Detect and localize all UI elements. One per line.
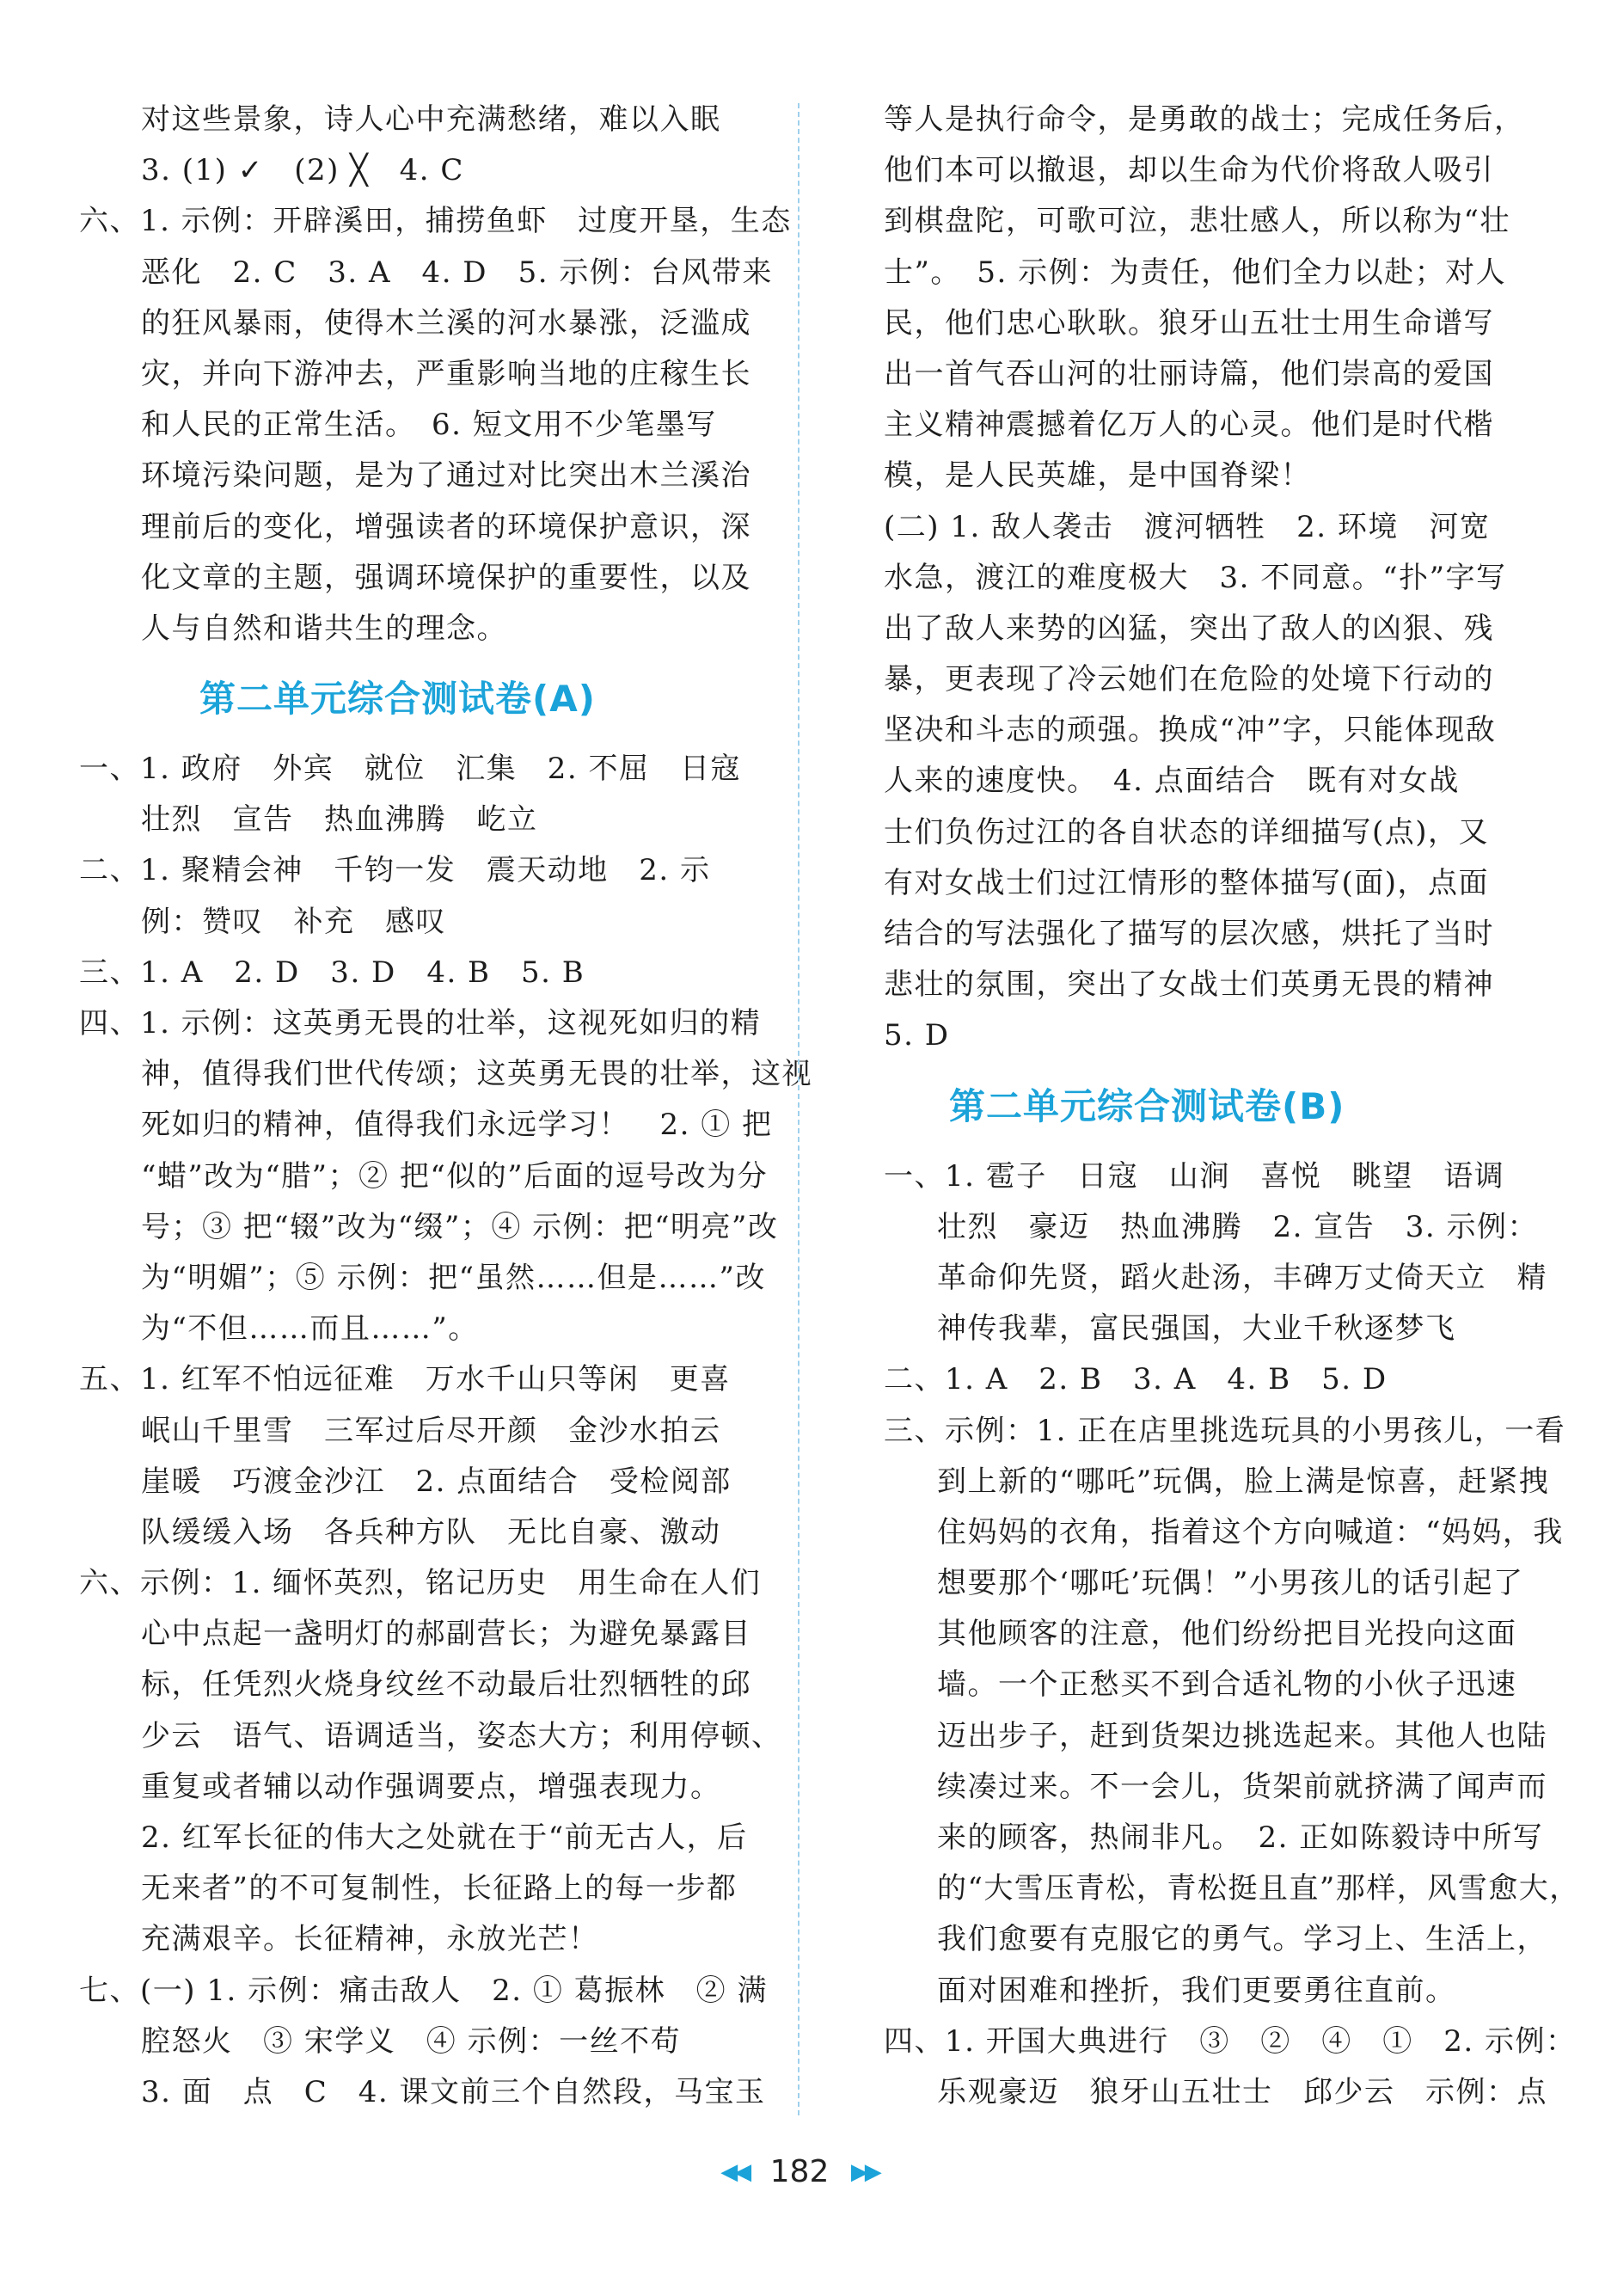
answer-line: 续凑过来。不一会儿，货架前就挤满了闻声而 <box>937 1769 1547 1804</box>
answer-line: 五、1. 红军不怕远征难 万水千山只等闲 更喜 <box>79 1362 731 1397</box>
prev-page-arrows-icon[interactable]: ◀◀ <box>720 2159 749 2185</box>
unit2-test-a-answers <box>79 744 812 2118</box>
answer-line: 等人是执行命令，是勇敢的战士；完成任务后， <box>884 102 1525 137</box>
answer-line: 3. 面 点 C 4. 课文前三个自然段，马宝玉 <box>141 2074 766 2109</box>
answer-line: 理前后的变化，增强读者的环境保护意识，深 <box>141 509 751 544</box>
answer-line: 主义精神震撼着亿万人的心灵。他们是时代楷 <box>884 408 1494 443</box>
answer-line: 四、1. 示例：这英勇无畏的壮举，这视死如归的精 <box>79 1006 762 1041</box>
answer-line: 三、示例：1. 正在店里挑选玩具的小男孩儿，一看 <box>884 1413 1566 1448</box>
answer-line: 三、1. A 2. D 3. D 4. B 5. B <box>79 955 585 990</box>
answer-line: 有对女战士们过江情形的整体描写(面)，点面 <box>884 865 1490 900</box>
answer-line: 人来的速度快。 4. 点面结合 既有对女战 <box>884 764 1460 799</box>
answer-line: 腔怒火 ③ 宋学义 ④ 示例：一丝不苟 <box>141 2023 682 2059</box>
left-column <box>79 95 812 2118</box>
answer-line: 出了敌人来势的凶猛，突出了敌人的凶狠、残 <box>884 611 1494 646</box>
answer-line: 神，值得我们世代传颂；这英勇无畏的壮举，这视 <box>141 1057 812 1092</box>
answer-line: 四、1. 开国大典进行 ③ ② ④ ① 2. 示例： <box>884 2023 1577 2059</box>
answer-line: (二) 1. 敌人袭击 渡河牺牲 2. 环境 河宽 <box>884 509 1491 544</box>
answer-line: 重复或者辅以动作强调要点，增强表现力。 <box>141 1769 721 1804</box>
page-number: 182 <box>769 2154 830 2189</box>
answer-line: 二、1. 聚精会神 千钧一发 震天动地 2. 示 <box>79 853 711 888</box>
answer-line: 2. 红军长征的伟大之处就在于“前无古人，后 <box>141 1820 748 1855</box>
answer-line: 为“明媚”；⑤ 示例：把“虽然……但是……”改 <box>141 1260 766 1295</box>
answer-line: 壮烈 宣告 热血沸腾 屹立 <box>141 802 538 838</box>
answer-line: 悲壮的氛围，突出了女战士们英勇无畏的精神 <box>884 967 1494 1003</box>
answer-line: 崖暖 巧渡金沙江 2. 点面结合 受检阅部 <box>141 1464 732 1499</box>
answer-line: 面对困难和挫折，我们更要勇往直前。 <box>937 1973 1456 2008</box>
answer-line: 的“大雪压青松，青松挺且直”那样，风雪愈大， <box>937 1871 1580 1906</box>
answer-line: 六、示例：1. 缅怀英烈，铭记历史 用生命在人们 <box>79 1566 762 1601</box>
answer-line: 化文章的主题，强调环境保护的重要性，以及 <box>141 560 751 595</box>
answer-line: 他们本可以撤退，却以生命为代价将敌人吸引 <box>884 153 1494 188</box>
answer-line: 壮烈 豪迈 热血沸腾 2. 宣告 3. 示例： <box>937 1209 1538 1244</box>
answer-line: 少云 语气、语调适当，姿态大方；利用停顿、 <box>141 1718 782 1753</box>
answer-line: 死如归的精神，值得我们永远学习！ 2. ① 把 <box>141 1108 773 1143</box>
answer-line: 士们负伤过江的各自状态的详细描写(点)，又 <box>884 814 1490 850</box>
answer-line: 住妈妈的衣角，指着这个方向喊道：“妈妈，我 <box>937 1514 1564 1550</box>
answer-line: 岷山千里雪 三军过后尽开颜 金沙水拍云 <box>141 1413 721 1448</box>
answer-line: 神传我辈，富民强国，大业千秋逐梦飞 <box>937 1311 1456 1347</box>
answer-line: 迈出步子，赶到货架边挑选起来。其他人也陆 <box>937 1718 1547 1753</box>
answer-line: 例：赞叹 补充 感叹 <box>141 904 446 939</box>
answer-line: 模，是人民英雄，是中国脊梁！ <box>884 458 1311 494</box>
answer-line: 和人民的正常生活。 6. 短文用不少笔墨写 <box>141 408 717 443</box>
answer-line: 标，任凭烈火烧身纹丝不动最后壮烈牺牲的邱 <box>141 1667 751 1703</box>
answer-line: 对这些景象，诗人心中充满愁绪，难以入眠 <box>141 102 721 137</box>
answer-line: “蜡”改为“腊”；② 把“似的”后面的逗号改为分 <box>141 1158 769 1194</box>
answer-line: 5. D <box>884 1018 950 1053</box>
right-answers-continued <box>884 95 1537 1062</box>
answer-line: 来的顾客，热闹非凡。 2. 正如陈毅诗中所写 <box>937 1820 1544 1855</box>
answer-line: 六、1. 示例：开辟溪田，捕捞鱼虾 过度开垦，生态 <box>79 204 792 239</box>
answer-line: 的狂风暴雨，使得木兰溪的河水暴涨，泛滥成 <box>141 305 751 341</box>
answer-line: 出一首气吞山河的壮丽诗篇，他们崇高的爱国 <box>884 356 1494 391</box>
answer-line: 人与自然和谐共生的理念。 <box>141 611 507 646</box>
answer-line: 无来者”的不可复制性，长征路上的每一步都 <box>141 1871 738 1906</box>
answer-line: 七、(一) 1. 示例：痛击敌人 2. ① 葛振林 ② 满 <box>79 1973 768 2008</box>
answer-line: 士”。 5. 示例：为责任，他们全力以赴；对人 <box>884 255 1507 290</box>
answer-line: 革命仰先贤，蹈火赴汤，丰碑万丈倚天立 精 <box>937 1260 1547 1295</box>
page-footer <box>0 2154 1599 2189</box>
column-divider <box>798 103 800 2115</box>
section-heading-unit2-test-a: 第二单元综合测试卷(A) <box>199 678 596 721</box>
answer-line: 水急，渡江的难度极大 3. 不同意。“扑”字写 <box>884 560 1507 595</box>
answer-line: 环境污染问题，是为了通过对比突出木兰溪治 <box>141 458 751 494</box>
answer-line: 为“不但……而且……”。 <box>141 1311 479 1347</box>
answer-line: 乐观豪迈 狼牙山五壮士 邱少云 示例：点 <box>937 2074 1547 2109</box>
answer-line: 我们愈要有克服它的勇气。学习上、生活上， <box>937 1922 1547 1957</box>
answer-line: 充满艰辛。长征精神，永放光芒！ <box>141 1922 599 1957</box>
answer-line: 暴，更表现了冷云她们在危险的处境下行动的 <box>884 662 1494 697</box>
right-column <box>884 95 1580 2118</box>
next-page-arrows-icon[interactable]: ▶▶ <box>850 2159 879 2185</box>
answer-line: 一、1. 政府 外宾 就位 汇集 2. 不屈 日寇 <box>79 752 741 787</box>
answer-line: 其他顾客的注意，他们纷纷把目光投向这面 <box>937 1617 1517 1652</box>
answer-line: 到上新的“哪吒”玩偶，脸上满是惊喜，赶紧拽 <box>937 1464 1550 1499</box>
section-heading-unit2-test-b: 第二单元综合测试卷(B) <box>949 1084 1345 1127</box>
answer-line: 结合的写法强化了描写的层次感，烘托了当时 <box>884 917 1494 951</box>
answer-line: 民，他们忠心耿耿。狼牙山五壮士用生命谱写 <box>884 305 1494 341</box>
answer-line: 心中点起一盏明灯的郝副营长；为避免暴露目 <box>141 1617 751 1652</box>
answer-line: 二、1. A 2. B 3. A 4. B 5. D <box>884 1362 1388 1397</box>
answer-line: 号；③ 把“辍”改为“缀”；④ 示例：把“明亮”改 <box>141 1209 779 1244</box>
answer-line: 坚决和斗志的顽强。换成“冲”字，只能体现敌 <box>884 713 1497 748</box>
answer-line: 灾，并向下游冲去，严重影响当地的庄稼生长 <box>141 356 751 391</box>
answer-line: 队缓缓入场 各兵种方队 无比自豪、激动 <box>141 1514 721 1550</box>
answer-line: 3. (1) ✓ (2) ╳ 4. C <box>141 153 464 188</box>
answer-line: 一、1. 雹子 日寇 山涧 喜悦 眺望 语调 <box>884 1158 1505 1194</box>
unit2-test-b-answers <box>884 1151 1580 2119</box>
answer-line: 到棋盘陀，可歌可泣，悲壮感人，所以称为“壮 <box>884 204 1510 239</box>
answer-line: 墙。一个正愁买不到合适礼物的小伙子迅速 <box>937 1667 1517 1703</box>
answer-line: 恶化 2. C 3. A 4. D 5. 示例：台风带来 <box>141 255 773 290</box>
answer-line: 想要那个‘哪吒’玩偶！”小男孩儿的话引起了 <box>937 1566 1524 1601</box>
left-answers-continued <box>79 95 792 654</box>
